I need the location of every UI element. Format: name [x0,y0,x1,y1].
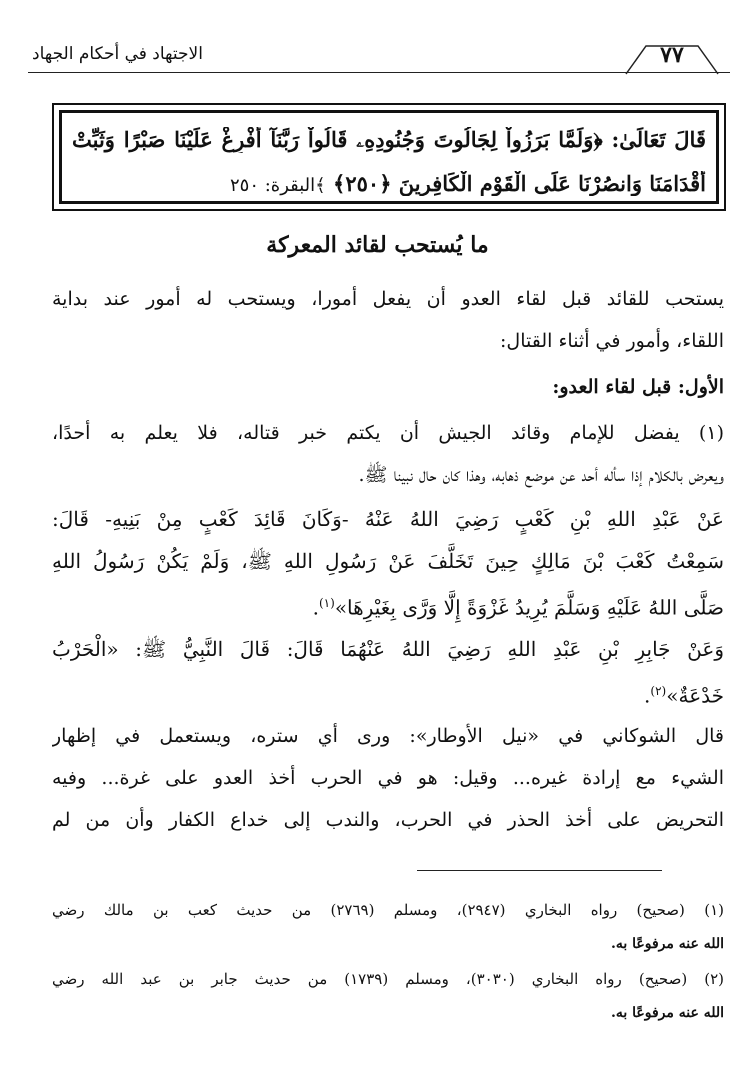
hadith-1-text-3: صَلَّى اللهُ عَلَيْهِ وَسَلَّمَ يُرِيدُ غَزْوَةً إِلَّا وَرَّى بِغَيْرِهَا» [334,595,724,620]
verse-reference: ﴾البقرة: ٢٥٠ [229,175,326,196]
hadith-2-line-2: خَدْعَةٌ»$^{(٢)}$. [644,683,724,708]
footnote-separator [417,870,662,871]
footnote-2-line-2: الله عنه مرفوعًا به. [610,1005,724,1021]
verse-text-2: أَقْدَامَنَا وَانصُرْنَا عَلَى الْقَوْمِ الْكَافِرِينَ ﴿٢٥٠﴾ [333,171,706,196]
footnote-1 [52,893,724,961]
footnote-1-line-2: الله عنه مرفوعًا به. [610,936,724,952]
intro-line-2: اللقاء، وأمور في أثناء القتال: [500,330,724,352]
hadith-2-paragraph [52,628,724,717]
hadith-2-text-2: خَدْعَةٌ» [666,683,724,708]
hadith-1-paragraph [52,498,724,629]
hadith-2-line-1: وَعَنْ جَابِرِ بْنِ عَبْدِ اللهِ رَضِيَ اللهُ عَنْهُمَا قَالَ: قَالَ النَّبِيُّ ﷺ: «الْحَرْبُ [52,637,724,661]
footnote-ref-1: (١) [318,596,335,610]
commentary-paragraph [52,715,724,841]
commentary-line-2: الشيء مع إرادة غيره... وقيل: هو في الحرب أخذ العدو على غرة... وفيه [52,767,724,789]
page-number: ٧٧ [660,42,684,68]
intro-paragraph [52,278,724,362]
hadith-1-line-3: صَلَّى اللهُ عَلَيْهِ وَسَلَّمَ يُرِيدُ غَزْوَةً إِلَّا وَرَّى بِغَيْرِهَا»$^{(١)}$. [312,595,724,620]
verse-line-2 [72,171,706,196]
quran-verse-box [52,103,726,211]
first-heading [52,366,724,408]
quran-verse-frame [59,110,719,204]
first-heading-text: الأول: قبل لقاء العدو: [552,376,724,398]
footnote-2 [52,962,724,1030]
commentary-line-3: التحريض على أخذ الحذر في الحرب، والندب إلى خداع الكفار وأن من لم [52,809,724,831]
intro-line-1: يستحب للقائد قبل لقاء العدو أن يفعل أمورا، ويستحب له أمور عند بداية [52,288,724,310]
page-number-tab [624,40,720,74]
section-title: ما يُستحب لقائد المعركة [266,232,489,258]
footnote-2-line-1: (٢) (صحيح) رواه البخاري (٣٠٣٠)، ومسلم (١٧٣٩) من حديث جابر بن عبد الله رضي [52,970,724,988]
footnote-1-line-1: (١) (صحيح) رواه البخاري (٢٩٤٧)، ومسلم (٢٧٦٩) من حديث كعب بن مالك رضي [52,901,724,919]
point-1-line-1: (١) يفضل للإمام وقائد الجيش أن يكتم خبر قتاله، فلا يعلم به أحدًا، [52,422,724,444]
running-title: الاجتهاد في أحكام الجهاد [32,44,203,64]
point-1-paragraph [52,412,724,496]
page-header [28,38,730,84]
commentary-line-1: قال الشوكاني في «نيل الأوطار»: ورى أي ستره، ويستعمل في إظهار [52,725,724,747]
point-1-line-2: ويعرض بالكلام إذا سأله أحد عن موضع ذهابه، وهذا كان حال نبينا ﷺ. [358,464,724,486]
hadith-1-line-1: عَنْ عَبْدِ اللهِ بْنِ كَعْبٍ رَضِيَ اللهُ عَنْهُ -وَكَانَ قَائِدَ كَعْبٍ مِنْ بَنِيهِ- قَالَ: [52,507,724,531]
footnote-ref-2: (٢) [650,684,667,698]
verse-line-1: قَالَ تَعَالَىٰ: ﴿وَلَمَّا بَرَزُواْ لِجَالُوتَ وَجُنُودِهِۦ قَالُواْ رَبَّنَآ أَفْرِغْ عَلَيْنَا صَبْرًا وَثَبِّتْ [72,127,706,152]
hadith-1-line-2: سَمِعْتُ كَعْبَ بْنَ مَالِكٍ حِينَ تَخَلَّفَ عَنْ رَسُولِ اللهِ ﷺ، وَلَمْ يَكُنْ رَسُولُ اللهِ [52,549,724,573]
